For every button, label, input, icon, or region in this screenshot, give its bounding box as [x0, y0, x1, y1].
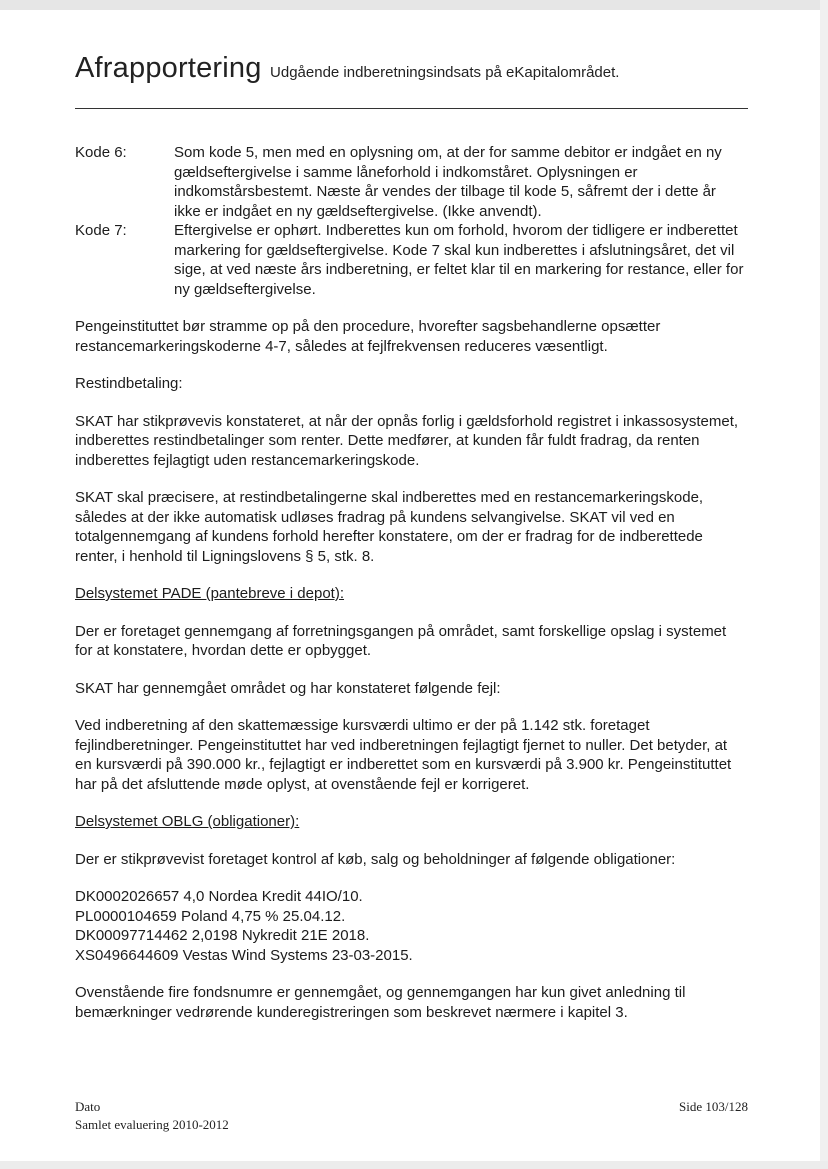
scan-right-edge: [820, 0, 828, 1169]
code-label: Kode 7:: [75, 222, 127, 239]
page-header: [75, 52, 619, 85]
paragraph: Pengeinstituttet bør stramme op på den procedure, hvorefter sagsbehandlerne opsætter restancemarkeringskoderne 4-7, således at fejlfrekvensen reduceres væsentligt.: [75, 318, 661, 355]
header-rule: [75, 108, 748, 109]
section-heading-restindbetaling: Restindbetaling:: [75, 375, 183, 392]
footer-left: [75, 1098, 229, 1134]
bond-item: DK00097714462 2,0198 Nykredit 21E 2018.: [75, 927, 370, 944]
paragraph: Ovenstående fire fondsnumre er gennemgået, og gennemgangen har kun givet anledning til bemærkninger vedrørende kunderegistreringen som beskrevet nærmere i kapitel 3.: [75, 984, 686, 1021]
section-heading-oblg: Delsystemet OBLG (obligationer):: [75, 813, 300, 830]
paragraph: SKAT skal præcisere, at restindbetalingerne skal indberettes med en restancemarkeringskode, således at der ikke automatisk udløses fradrag på kundens selvangivelse. SKAT vil ved en totalgennemgang af kundens forhold herefter konstatere, om der er fradrag for de indberettede renter, i henhold til Ligningslovens § 5, stk. 8.: [75, 489, 704, 565]
bond-item: PL0000104659 Poland 4,75 % 25.04.12.: [75, 907, 346, 925]
paragraph: Ved indberetning af den skattemæssige kursværdi ultimo er der på 1.142 stk. foretaget fejlindberetninger. Pengeinstituttet har ved indberetningen fejlagtigt fjernet to nuller. Det betyder, at en kursværdi på 390.000 kr., fejlagtigt er indberettet som en kursværdi på 3.900 kr. Pengeinstituttet har på det afsluttende møde oplyst, at ovenstående fejl er korrigeret.: [75, 717, 732, 793]
section-heading-pade: Delsystemet PADE (pantebreve i depot):: [75, 585, 345, 602]
scan-bottom-edge: [0, 1161, 828, 1169]
code-description: Eftergivelse er ophørt. Indberettes kun om forhold, hvorom der tidligere er indberettet markering for gældseftergivelse. Kode 7 skal kun indberettes i afslutningsåret, det vil sige, at ved næste års indberetning, er feltet klar til en markering for restance, eller for ny gældseftergivelse.: [174, 222, 744, 298]
bond-list: [75, 887, 745, 965]
page-subtitle: Udgående indberetningsindsats på eKapitalområdet.: [270, 64, 620, 81]
footer-date-label: Dato: [75, 1099, 101, 1114]
document-body: [75, 143, 745, 1022]
code-entry-7: [75, 221, 745, 299]
paragraph: SKAT har stikprøvevis konstateret, at når der opnås forlig i gældsforhold registret i inkassosystemet, indberettes restindbetalinger som renter. Dette medfører, at kunden får fuldt fradrag, da renten indberettes fejlagtigt uden restancemarkeringskode.: [75, 412, 739, 469]
footer-page-number: Side 103/128: [679, 1099, 748, 1114]
bond-item: DK0002026657 4,0 Nordea Kredit 44IO/10.: [75, 888, 363, 905]
code-description: Som kode 5, men med en oplysning om, at der for samme debitor er indgået en ny gældseftergivelse i samme låneforhold i indkomståret. Oplysningen er indkomstårsbestemt. Næste år vendes der tilbage til kode 5, såfremt der i dette år ikke er indgået en ny gældseftergivelse. (Ikke anvendt).: [174, 144, 722, 220]
page-title: Afrapportering: [75, 52, 262, 84]
code-label: Kode 6:: [75, 144, 127, 161]
footer-report-name: Samlet evaluering 2010-2012: [75, 1117, 229, 1132]
paragraph: Der er foretaget gennemgang af forretningsgangen på området, samt forskellige opslag i systemet for at konstatere, hvordan dette er opbygget.: [75, 622, 727, 659]
paragraph: SKAT har gennemgået området og har konstateret følgende fejl:: [75, 679, 501, 697]
paragraph: Der er stikprøvevist foretaget kontrol af køb, salg og beholdninger af følgende obligationer:: [75, 850, 676, 868]
code-entry-6: [75, 143, 745, 221]
scan-top-edge: [0, 0, 828, 10]
bond-item: XS0496644609 Vestas Wind Systems 23-03-2015.: [75, 946, 413, 964]
